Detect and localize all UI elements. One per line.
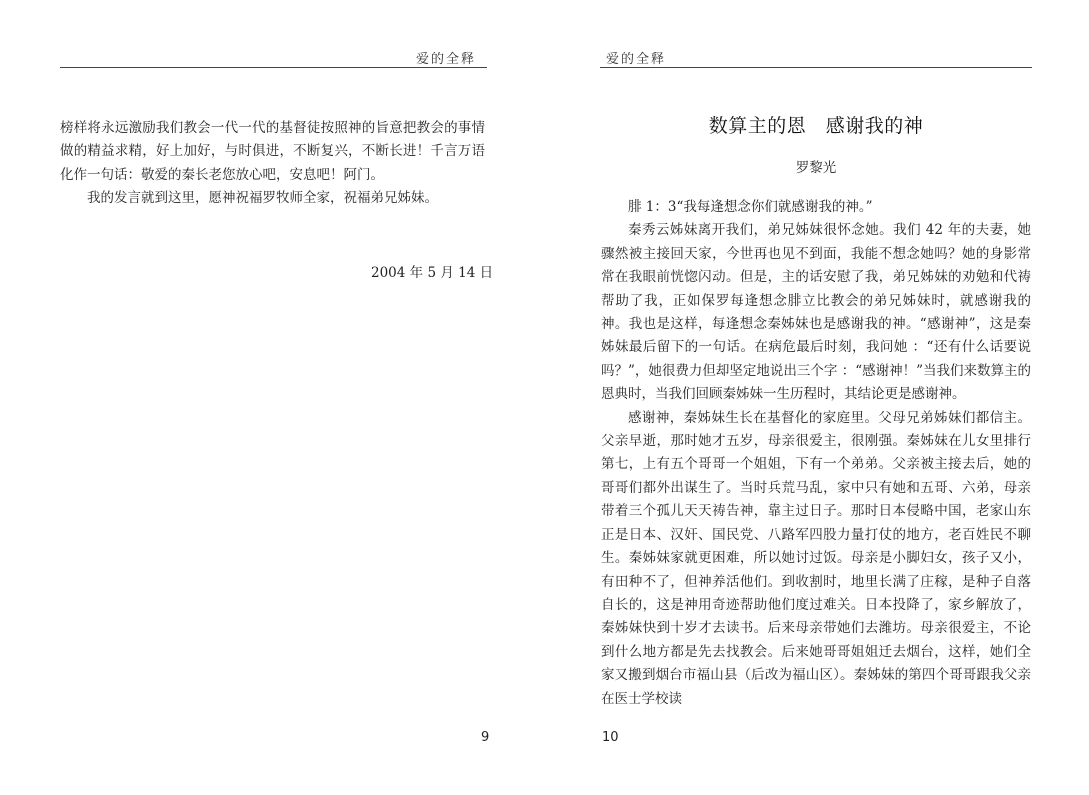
page-number: 9 bbox=[481, 730, 490, 745]
paragraph: 感谢神，秦姊妹生长在基督化的家庭里。父母兄弟姊妹们都信主。父亲早逝，那时她才五岁，母亲很爱主，很刚强。秦姊妹在儿女里排行第七，上有五个哥哥一个姐姐，下有一个弟弟。父亲被主接去后，她的哥哥们都外出谋生了。当时兵荒马乱，家中只有她和五哥、六弟，母亲带着三个孤儿天天祷告神，靠主过日子。那时日本侵略中国，老家山东正是日本、汉奸、国民党、八路军四股力量打仗的地方，老百姓民不聊生。秦姊妹家就更困难，所以她讨过饭。母亲是小脚妇女，孩子又小，有田种不了，但神养活他们。到收割时，地里长满了庄稼，是种子自落自长的，这是神用奇迹帮助他们度过难关。日本投降了，家乡解放了，秦姊妹快到十岁才去读书。后来母亲带她们去潍坊。母亲很爱主，不论到什么地方都是先去找教会。后来她哥哥姐姐迁去烟台，这样，她们全家又搬到烟台市福山县（后改为福山区）。秦姊妹的第四个哥哥跟我父亲在医士学校读 bbox=[601, 409, 1031, 707]
right-page bbox=[544, 0, 1089, 795]
paragraph: 腓 1：3“我每逢想念你们就感谢我的神。” bbox=[628, 199, 873, 215]
paragraph: 秦秀云姊妹离开我们，弟兄姊妹很怀念她。我们 42 年的夫妻，她骤然被主接回天家，今世再也见不到面，我能不想念她吗？她的身影常常在我眼前恍惚闪动。但是，主的话安慰了我，弟兄姊妹的劝勉和代祷帮助了我，正如保罗每逢想念腓立比教会的弟兄姊妹时，就感谢我的神。我也是这样，每逢想念秦姊妹也是感谢我的神。“感谢神”，这是秦姊妹最后留下的一句话。在病危最后时刻，我问她 ：“还有什么话要说吗？”，她很费力但却坚定地说出三个字 ：“感谢神！”当我们来数算主的恩典时，当我们回顾秦姊妹一生历程时，其结论更是感谢神。 bbox=[601, 222, 1031, 403]
running-head: 爱的全释 bbox=[606, 52, 667, 67]
page-number: 10 bbox=[602, 730, 619, 745]
left-page bbox=[0, 0, 540, 795]
body-text bbox=[601, 196, 1031, 711]
article-title: 数算主的恩 感谢我的神 bbox=[708, 115, 924, 137]
date-line: 2004 年 5 月 14 日 bbox=[371, 265, 494, 281]
header-rule bbox=[60, 67, 487, 68]
title-block bbox=[600, 0, 1032, 200]
running-head: 爱的全释 bbox=[416, 52, 477, 67]
body-text bbox=[60, 117, 485, 211]
paragraph: 榜样将永远激励我们教会一代一代的基督徒按照神的旨意把教会的事情做的精益求精，好上加好，与时俱进，不断复兴，不断长进！千言万语化作一句话：敬爱的秦长老您放心吧，安息吧！阿门。 bbox=[60, 120, 485, 183]
paragraph: 我的发言就到这里，愿神祝福罗牧师全家，祝福弟兄姊妹。 bbox=[87, 190, 438, 207]
author-name: 罗黎光 bbox=[795, 160, 837, 176]
